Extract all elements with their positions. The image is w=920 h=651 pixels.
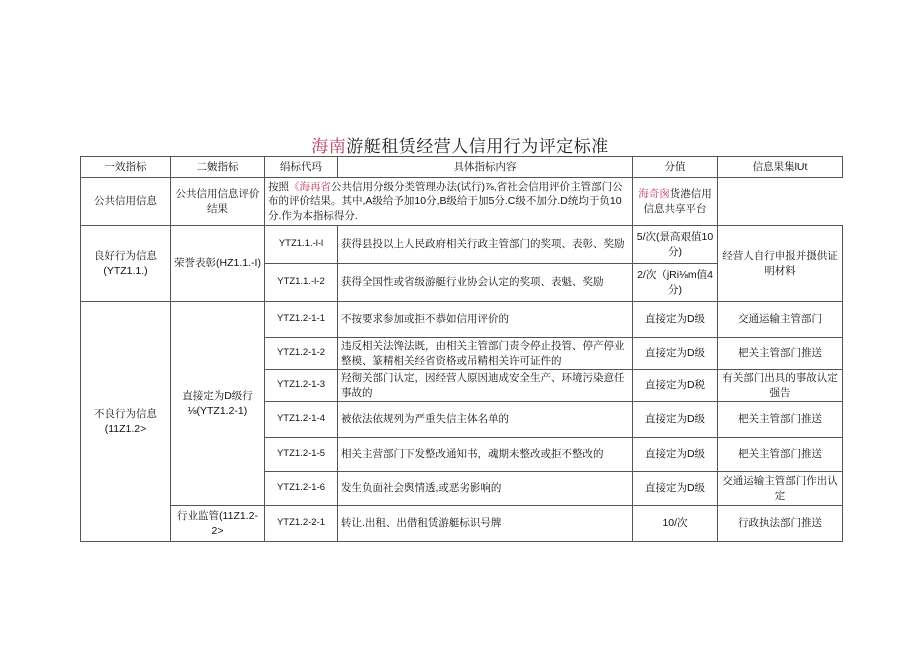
- content-cell: 不按要求参加或拒不恭如信用评价的: [338, 302, 633, 338]
- title-text: 游艇租赁经营人信用行为评定标准: [346, 137, 609, 156]
- content-cell: 违反相关法馋法既，由相关主管部门责令停止投管、停产停业整模、篆精相关经省资格或吊精相关许可证件的: [338, 338, 633, 370]
- level1-cell: 公共信用信息: [81, 178, 171, 226]
- source-accent: 海奇囪: [638, 188, 670, 201]
- table-row: [81, 506, 843, 542]
- source-cell: 有关部门出具的事故认定强告: [718, 370, 843, 402]
- code-cell: YTZ1.2-1-5: [265, 438, 338, 472]
- content-cell: [265, 178, 633, 226]
- table-row: [81, 226, 843, 264]
- level2-cell: 行业监管(11Z1.2-2>: [171, 506, 265, 542]
- level2-cell: 直接定为D级行⅛(YTZ1.2-1): [171, 302, 265, 506]
- score-cell: 直接定为D级: [633, 472, 718, 506]
- credit-standard-table: [80, 156, 843, 542]
- table-row: [81, 178, 843, 226]
- code-cell: YTZ1.2-1-1: [265, 302, 338, 338]
- content-cell: 羟彻关部门认定，因经营人原因迪成安全生产、环境污染意任事故的: [338, 370, 633, 402]
- code-cell: YTZ1.2-1-3: [265, 370, 338, 402]
- table-row: [81, 302, 843, 338]
- level1-cell: 良好行为信息(YTZ1.1.): [81, 226, 171, 302]
- page-title: [0, 132, 920, 157]
- source-cell: 经营人自行申报并摄供证明材料: [718, 226, 843, 302]
- code-cell: YTZ1.1.-l-2: [265, 264, 338, 302]
- score-cell: 直接定为D级: [633, 338, 718, 370]
- code-cell: YTZ1.2-1-4: [265, 402, 338, 438]
- header-level2: 二皴指标: [171, 157, 265, 178]
- code-cell: YTZ1.2-1-6: [265, 472, 338, 506]
- header-level1: 一效指标: [81, 157, 171, 178]
- content-cell: 被依法依规列为严重失信主体名单的: [338, 402, 633, 438]
- content-pre: 按照: [268, 181, 289, 194]
- score-cell: 直接定为D税: [633, 370, 718, 402]
- score-cell: 直接定为D级: [633, 402, 718, 438]
- source-rest: 货港信用信息共享平台: [643, 188, 712, 215]
- source-cell: 行政执法部门推送: [718, 506, 843, 542]
- score-cell: 直接定为D级: [633, 302, 718, 338]
- content-accent: 《海再省: [289, 181, 331, 194]
- source-cell: [633, 178, 718, 226]
- code-cell: YTZ1.1.-l-l: [265, 226, 338, 264]
- header-content: 具体指标内容: [338, 157, 633, 178]
- level2-cell: 公共信用信息评价结果: [171, 178, 265, 226]
- header-score: 分值: [633, 157, 718, 178]
- title-accent: 海南: [311, 137, 347, 156]
- score-cell: 10/次: [633, 506, 718, 542]
- score-cell: 直接定为D级: [633, 438, 718, 472]
- source-cell: 杷关主管部门推送: [718, 438, 843, 472]
- content-cell: 相关主营部门下发整改通知书，魂期未整改或拒不整改的: [338, 438, 633, 472]
- header-code: 绢标代玛: [265, 157, 338, 178]
- content-cell: 获得全国性或省级游艇行业协会认定的奖项、表魁、奖励: [338, 264, 633, 302]
- source-cell: 杷关主管部门推送: [718, 402, 843, 438]
- content-cell: 获得县投以上人民政府相关行政主管部门的奖项、表彰、奖励: [338, 226, 633, 264]
- code-cell: YTZ1.2-2-1: [265, 506, 338, 542]
- content-post: 公共信用分级分类管理办法(试行)⅞,省社会信用评价主管部门公布的评价结果。其中,A级给予加10分,B级给于加5分.C级不加分.D统均于负10分.作为本指标得分.: [268, 181, 623, 222]
- score-cell: 2/次（jRi⅛m值4分): [633, 264, 718, 302]
- source-cell: 交通运输主管部门作出认定: [718, 472, 843, 506]
- table-header-row: [81, 157, 843, 178]
- header-source: 信息果集lUt: [718, 157, 843, 178]
- source-cell: 杷关主管部门推送: [718, 338, 843, 370]
- content-cell: 转让.出租、出借租赁游艇标识号牌: [338, 506, 633, 542]
- level2-cell: 荣誉表彰(HZ1.1.-I): [171, 226, 265, 302]
- level1-cell: 不良行为信息(11Z1.2>: [81, 302, 171, 542]
- source-cell: 交通运输主管部门: [718, 302, 843, 338]
- score-cell: 5/次(景高艰值10分): [633, 226, 718, 264]
- code-cell: YTZ1.2-1-2: [265, 338, 338, 370]
- content-cell: 发生负面社会舆情透,或恶劣影响的: [338, 472, 633, 506]
